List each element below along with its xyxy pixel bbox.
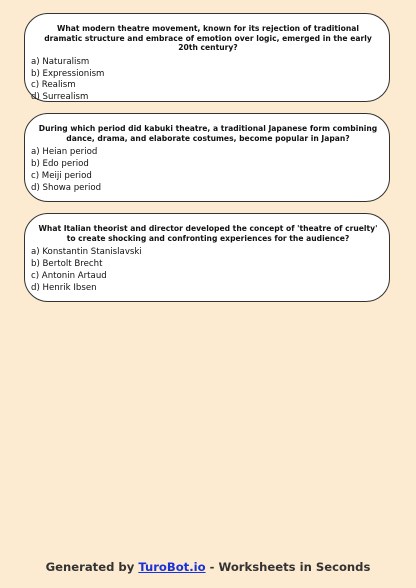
question-card-2 [24,113,390,202]
options-list-1 [25,57,389,104]
option-d: d) Surrealism [31,92,89,103]
question-text-2: During which period did kabuki theatre, a traditional Japanese form combining dance, drama, and elaborate costumes, become popular in Japan? [38,124,378,143]
option-b: b) Bertolt Brecht [31,258,103,269]
option-b: b) Edo period [31,158,89,169]
option-d: d) Henrik Ibsen [31,282,97,293]
footer-suffix: - Worksheets in Seconds [205,560,371,574]
option-a: a) Konstantin Stanislavski [31,247,142,258]
footer-prefix: Generated by [45,560,139,574]
option-b: b) Expressionism [31,68,105,79]
options-list-2 [25,147,389,194]
question-text-3: What Italian theorist and director developed the concept of 'theatre of cruelty' to create shocking and confronting experiences for the audience? [38,224,378,243]
option-c: c) Meiji period [31,170,92,181]
option-c: c) Realism [31,80,76,91]
option-a: a) Naturalism [31,56,90,67]
question-card-3 [24,213,390,302]
options-list-3 [25,247,389,294]
footer [0,560,416,574]
option-a: a) Heian period [31,147,98,158]
turobot-link[interactable]: TuroBot.io [138,560,206,574]
option-d: d) Showa period [31,182,102,193]
question-card-1 [24,13,390,102]
question-text-1: What modern theatre movement, known for its rejection of traditional dramatic structure and embrace of emotion over logic, emerged in the early 20th century? [44,24,372,53]
option-c: c) Antonin Artaud [31,270,107,281]
